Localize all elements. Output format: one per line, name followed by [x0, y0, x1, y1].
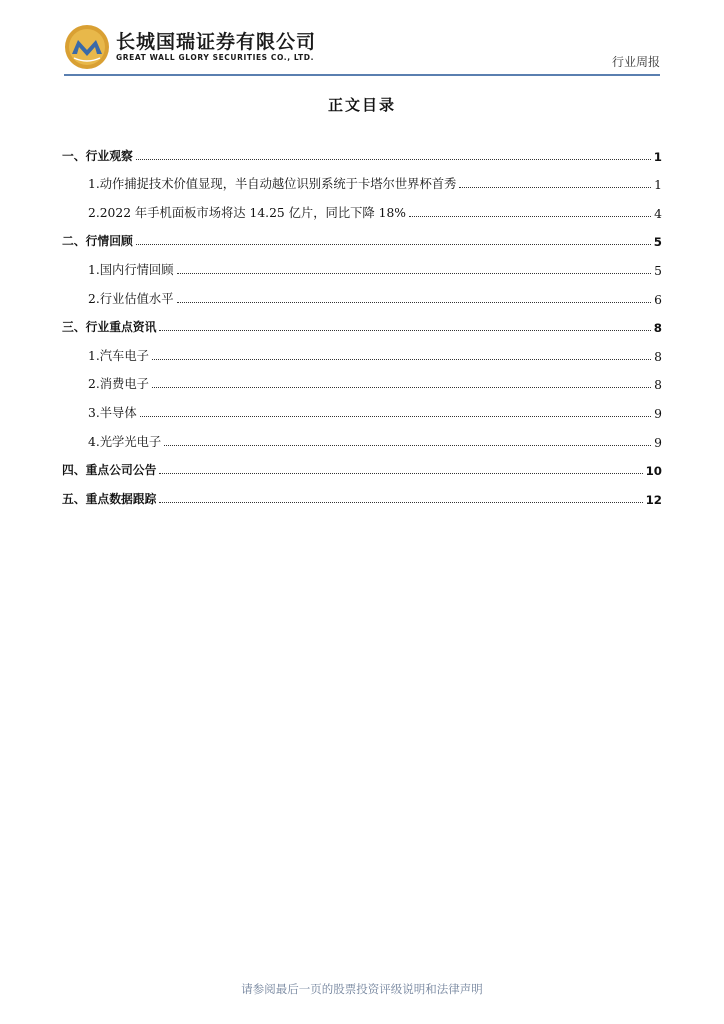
toc-page-number: 9 — [654, 406, 662, 421]
toc-dot-leader — [177, 301, 652, 303]
toc-entry[interactable] — [62, 335, 662, 364]
toc-dot-leader — [159, 329, 650, 331]
toc-entry[interactable] — [62, 164, 662, 193]
toc-dot-leader — [159, 472, 642, 474]
table-of-contents — [62, 135, 662, 507]
report-type-label: 行业周报 — [611, 55, 660, 69]
toc-entry[interactable] — [62, 307, 662, 336]
toc-entry[interactable] — [62, 192, 662, 221]
toc-entry[interactable] — [62, 392, 662, 421]
toc-dot-leader — [159, 501, 642, 503]
toc-dot-leader — [409, 215, 651, 217]
toc-entry[interactable] — [62, 135, 662, 164]
header-divider — [64, 74, 660, 76]
toc-entry-title: 2.消费电子 — [88, 377, 149, 392]
toc-entry-title: 一、行业观察 — [62, 148, 133, 163]
toc-entry[interactable] — [62, 278, 662, 307]
toc-page-number: 8 — [654, 349, 662, 364]
toc-page-number: 8 — [654, 378, 662, 393]
toc-entry-title: 1.动作捕捉技术价值显现，半自动越位识别系统于卡塔尔世界杯首秀 — [88, 177, 457, 192]
toc-entry[interactable] — [62, 249, 662, 278]
toc-title: 正文目录 — [327, 96, 396, 114]
toc-dot-leader — [152, 358, 651, 360]
toc-entry-title: 4.光学光电子 — [88, 434, 162, 449]
page-header — [0, 0, 724, 80]
toc-dot-leader — [136, 243, 651, 245]
toc-page-number: 10 — [645, 464, 662, 479]
toc-page-number: 9 — [654, 435, 662, 450]
toc-page-number: 5 — [653, 235, 662, 250]
toc-entry-title: 2.行业估值水平 — [88, 291, 174, 306]
toc-entry[interactable] — [62, 364, 662, 393]
toc-entry[interactable] — [62, 478, 662, 507]
toc-page-number: 6 — [654, 292, 662, 307]
toc-dot-leader — [164, 444, 651, 446]
toc-dot-leader — [459, 186, 651, 188]
toc-dot-leader — [136, 158, 651, 160]
toc-entry[interactable] — [62, 221, 662, 250]
toc-page-number: 1 — [653, 149, 662, 164]
toc-entry-title: 二、行情回顾 — [62, 234, 133, 249]
toc-entry-title: 3.半导体 — [88, 405, 137, 420]
toc-dot-leader — [140, 415, 652, 417]
toc-entry-title: 五、重点数据跟踪 — [62, 491, 157, 506]
toc-page-number: 8 — [653, 321, 662, 336]
company-name-cn: 长城国瑞证券有限公司 — [116, 31, 317, 53]
toc-dot-leader — [152, 386, 651, 388]
toc-page-number: 5 — [654, 263, 662, 278]
company-name-en: GREAT WALL GLORY SECURITIES CO., LTD. — [116, 53, 315, 62]
toc-entry-title: 2.2022 年手机面板市场将达 14.25 亿片，同比下降 18% — [88, 205, 406, 220]
company-logo-icon — [64, 24, 110, 70]
toc-entry[interactable] — [62, 421, 662, 450]
toc-entry[interactable] — [62, 450, 662, 479]
toc-entry-title: 四、重点公司公告 — [62, 463, 157, 478]
toc-page-number: 4 — [654, 206, 662, 221]
footer-disclaimer: 请参阅最后一页的股票投资评级说明和法律声明 — [241, 982, 483, 996]
toc-entry-title: 1.国内行情回顾 — [88, 262, 174, 277]
toc-entry-title: 三、行业重点资讯 — [62, 320, 157, 335]
toc-entry-title: 1.汽车电子 — [88, 348, 149, 363]
toc-page-number: 12 — [645, 492, 662, 507]
toc-page-number: 1 — [654, 178, 662, 193]
toc-dot-leader — [177, 272, 652, 274]
